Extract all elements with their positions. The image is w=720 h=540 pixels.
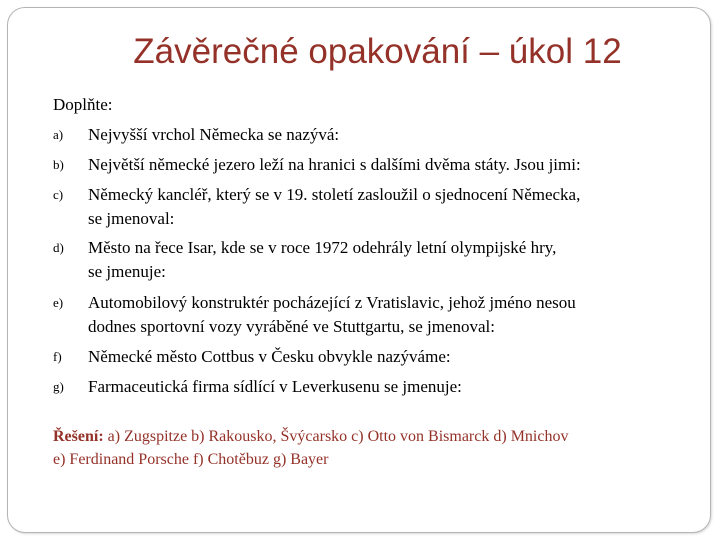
question-text bbox=[88, 344, 688, 370]
question-marker: c) bbox=[53, 187, 64, 202]
solution-block bbox=[53, 425, 568, 471]
question-text bbox=[88, 235, 688, 283]
solution-line-1 bbox=[53, 425, 568, 448]
question-line: Automobilový konstruktér pocházející z Vratislavic, jehož jméno nesou bbox=[88, 293, 576, 312]
prompt-label: Doplňte: bbox=[53, 95, 113, 114]
solution-answers-1: a) Zugspitze b) Rakousko, Švýcarsko c) Otto von Bismarck d) Mnichov bbox=[107, 428, 569, 445]
question-marker: a) bbox=[53, 127, 64, 142]
question-line: Německé město Cottbus v Česku obvykle nazýváme: bbox=[88, 347, 451, 366]
question-line: Farmaceutická firma sídlící v Leverkusenu se jmenuje: bbox=[88, 377, 462, 396]
question-text bbox=[88, 152, 688, 178]
question-marker: b) bbox=[53, 157, 64, 172]
slide-title: Závěrečné opakování – úkol 12 bbox=[133, 32, 622, 71]
solution-answers-2: e) Ferdinand Porsche f) Chotěbuz g) Bayer bbox=[53, 451, 329, 468]
question-text bbox=[88, 374, 688, 400]
question-line: Německý kancléř, který se v 19. století zasloužil o sjednocení Německa, bbox=[88, 185, 581, 204]
question-marker: d) bbox=[53, 240, 64, 255]
solution-label: Řešení: bbox=[53, 428, 104, 445]
question-text bbox=[88, 182, 688, 230]
question-marker: e) bbox=[53, 295, 64, 310]
question-line: Město na řece Isar, kde se v roce 1972 odehrály letní olympijské hry, bbox=[88, 238, 557, 257]
question-line: se jmenoval: bbox=[88, 209, 175, 228]
question-text bbox=[88, 122, 688, 148]
question-line: dodnes sportovní vozy vyráběné ve Stuttgartu, se jmenoval: bbox=[88, 317, 495, 336]
question-text bbox=[88, 290, 688, 338]
question-line: Nejvyšší vrchol Německa se nazývá: bbox=[88, 125, 340, 144]
question-line: se jmenuje: bbox=[88, 262, 166, 281]
question-marker: g) bbox=[53, 379, 64, 394]
question-marker: f) bbox=[53, 349, 62, 364]
question-line: Největší německé jezero leží na hranici s dalšími dvěma státy. Jsou jimi: bbox=[88, 155, 581, 174]
